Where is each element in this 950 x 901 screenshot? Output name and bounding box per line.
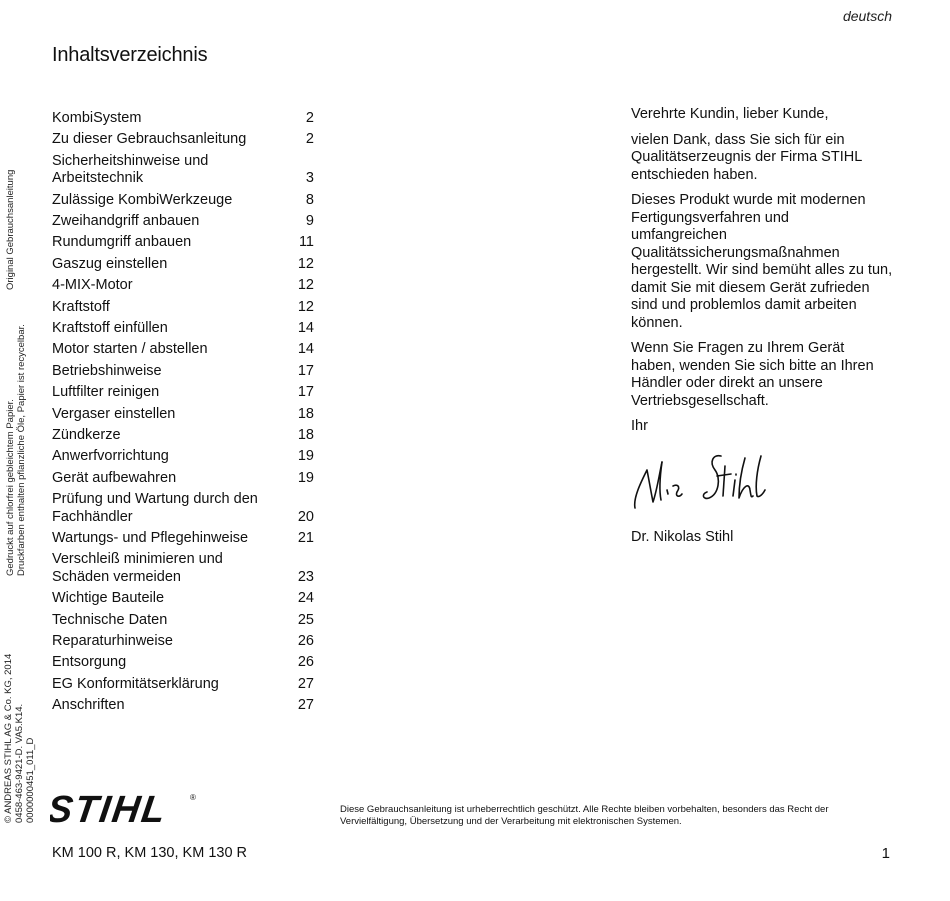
- toc-entry-page: 3: [305, 170, 314, 187]
- toc-entry-title: Sicherheitshinweise und Arbeitstechnik: [52, 152, 209, 187]
- toc-entry: [52, 633, 314, 651]
- page-number: 1: [881, 845, 890, 862]
- toc-entry: [52, 299, 314, 317]
- toc-entry: [52, 384, 314, 402]
- toc-entry: [52, 491, 314, 526]
- toc-entry: [52, 277, 314, 295]
- toc-entry-title: KombiSystem: [52, 110, 142, 126]
- paper-note: Gedruckt auf chlorfrei gebleichtem Papier. Druckfarben enthalten pflanzliche Öle, Papier ist recycelbar.: [5, 324, 27, 576]
- toc-entry: [52, 341, 314, 359]
- toc-entry-title: Entsorgung: [52, 654, 127, 671]
- toc-entry-page: 12: [297, 255, 314, 272]
- toc-entry: [52, 697, 314, 715]
- toc-entry-page: 19: [297, 448, 314, 465]
- toc-entry-title: EG Konformitätserklärung: [52, 675, 219, 692]
- toc-entry-page: 27: [297, 697, 314, 714]
- toc-entry: [52, 131, 314, 149]
- toc-entry-title: Vergaser einstellen: [52, 405, 176, 422]
- greeting-letter: [631, 106, 896, 555]
- toc-entry-title: Kraftstoff einfüllen: [52, 320, 168, 337]
- signature-image: [629, 446, 896, 522]
- toc-entry-title: Gerät aufbewahren: [52, 469, 177, 486]
- toc-entry-page: 21: [297, 530, 314, 547]
- toc-entry-page: 26: [297, 633, 314, 650]
- closing: Ihr: [631, 418, 648, 434]
- toc-entry-title: Betriebshinweise: [52, 362, 162, 379]
- toc-entry-page: 14: [297, 341, 314, 358]
- table-of-contents: [52, 110, 314, 719]
- toc-entry: [52, 406, 314, 424]
- toc-entry: [52, 590, 314, 608]
- toc-entry-page: 8: [305, 191, 314, 208]
- toc-entry: [52, 363, 314, 381]
- toc-entry-page: 20: [297, 508, 314, 525]
- toc-entry-title: Wichtige Bauteile: [52, 590, 165, 607]
- signatory-name: Dr. Nikolas Stihl: [631, 529, 734, 545]
- page-title: Inhaltsverzeichnis: [52, 44, 208, 66]
- toc-entry-title: Zündkerze: [52, 426, 121, 443]
- toc-entry-title: Prüfung und Wartung durch den Fachhändler: [52, 491, 258, 525]
- toc-entry-title: Zulässige KombiWerkzeuge: [52, 191, 233, 208]
- toc-entry-title: Anschriften: [52, 697, 125, 714]
- toc-entry-page: 12: [297, 277, 314, 294]
- toc-entry: [52, 256, 314, 274]
- toc-entry: [52, 213, 314, 231]
- toc-entry-title: Wartungs- und Pflegehinweise: [52, 530, 249, 547]
- toc-entry-page: 9: [305, 213, 314, 230]
- original-manual-note: Original Gebrauchsanleitung: [5, 169, 16, 290]
- toc-entry-page: 23: [297, 568, 314, 585]
- greeting-paragraph: Dieses Produkt wurde mit modernen Fertigungsverfahren und umfangreichen Qualitätssicherungsmaßnahmen hergestellt. Wir sind bemüht alles zu tun, damit Sie mit diesem Gerät zufrieden sind und problemlos damit arbeiten können.: [631, 192, 893, 331]
- toc-entry: [52, 110, 314, 128]
- toc-entry: [52, 234, 314, 252]
- toc-entry-title: Zu dieser Gebrauchsanleitung: [52, 131, 247, 148]
- toc-entry-page: 2: [305, 110, 314, 126]
- toc-entry-page: 2: [305, 131, 314, 148]
- toc-entry-page: 14: [297, 320, 314, 337]
- registered-mark: ®: [190, 793, 196, 802]
- toc-entry: [52, 551, 314, 586]
- copyright-notice: Diese Gebrauchsanleitung ist urheberrechtlich geschützt. Alle Rechte bleiben vorbehalten, besonders das Recht der Vervielfältigung, Übersetzung und der Verarbeitung mit elektronischen Systemen.: [340, 804, 829, 827]
- toc-entry: [52, 530, 314, 548]
- toc-entry-page: 27: [297, 675, 314, 692]
- toc-entry-title: Kraftstoff: [52, 298, 110, 315]
- toc-entry-page: 12: [297, 298, 314, 315]
- toc-entry: [52, 654, 314, 672]
- toc-entry-page: 24: [297, 590, 314, 607]
- toc-entry-title: Anwerfvorrichtung: [52, 448, 169, 465]
- toc-entry: [52, 612, 314, 630]
- toc-entry: [52, 676, 314, 694]
- toc-entry-page: 26: [297, 654, 314, 671]
- greeting-paragraph: Wenn Sie Fragen zu Ihrem Gerät haben, wenden Sie sich bitte an Ihren Händler oder direkt an unsere Vertriebsgesellschaft.: [631, 340, 874, 409]
- toc-entry: [52, 320, 314, 338]
- toc-entry-page: 17: [297, 384, 314, 401]
- language-label: deutsch: [842, 8, 892, 24]
- greeting-body: [631, 132, 896, 411]
- greeting-paragraph: vielen Dank, dass Sie sich für ein Qualitätserzeugnis der Firma STIHL entschieden haben.: [631, 131, 863, 183]
- toc-entry: [52, 470, 314, 488]
- toc-entry-page: 18: [297, 405, 314, 422]
- toc-entry-page: 11: [298, 234, 314, 251]
- toc-entry-title: Technische Daten: [52, 611, 168, 628]
- toc-entry-page: 19: [297, 469, 314, 486]
- toc-entry-title: Motor starten / abstellen: [52, 341, 208, 358]
- toc-entry-title: Reparaturhinweise: [52, 633, 173, 650]
- model-list: KM 100 R, KM 130, KM 130 R: [52, 845, 248, 861]
- toc-entry-title: Zweihandgriff anbauen: [52, 213, 200, 230]
- brand-wordmark: STIHL: [50, 790, 170, 830]
- toc-entry: [52, 427, 314, 445]
- toc-entry-title: Verschleiß minimieren und Schäden vermeiden: [52, 551, 223, 585]
- toc-entry-title: Gaszug einstellen: [52, 255, 168, 272]
- toc-entry: [52, 448, 314, 466]
- toc-entry-title: Rundumgriff anbauen: [52, 234, 192, 251]
- toc-entry-title: 4-MIX-Motor: [52, 277, 133, 294]
- toc-entry-title: Luftfilter reinigen: [52, 384, 160, 401]
- salutation: Verehrte Kundin, lieber Kunde,: [631, 106, 829, 122]
- copyright-sidebar: © ANDREAS STIHL AG & Co. KG, 2014 0458-463-9421-D. VA5.K14. 0000000451_011_D: [3, 653, 36, 823]
- toc-entry-page: 17: [297, 362, 314, 379]
- stihl-logo: [50, 790, 202, 835]
- toc-entry-page: 18: [297, 426, 314, 443]
- toc-entry: [52, 153, 314, 188]
- toc-entry: [52, 192, 314, 210]
- toc-entry-page: 25: [297, 611, 314, 628]
